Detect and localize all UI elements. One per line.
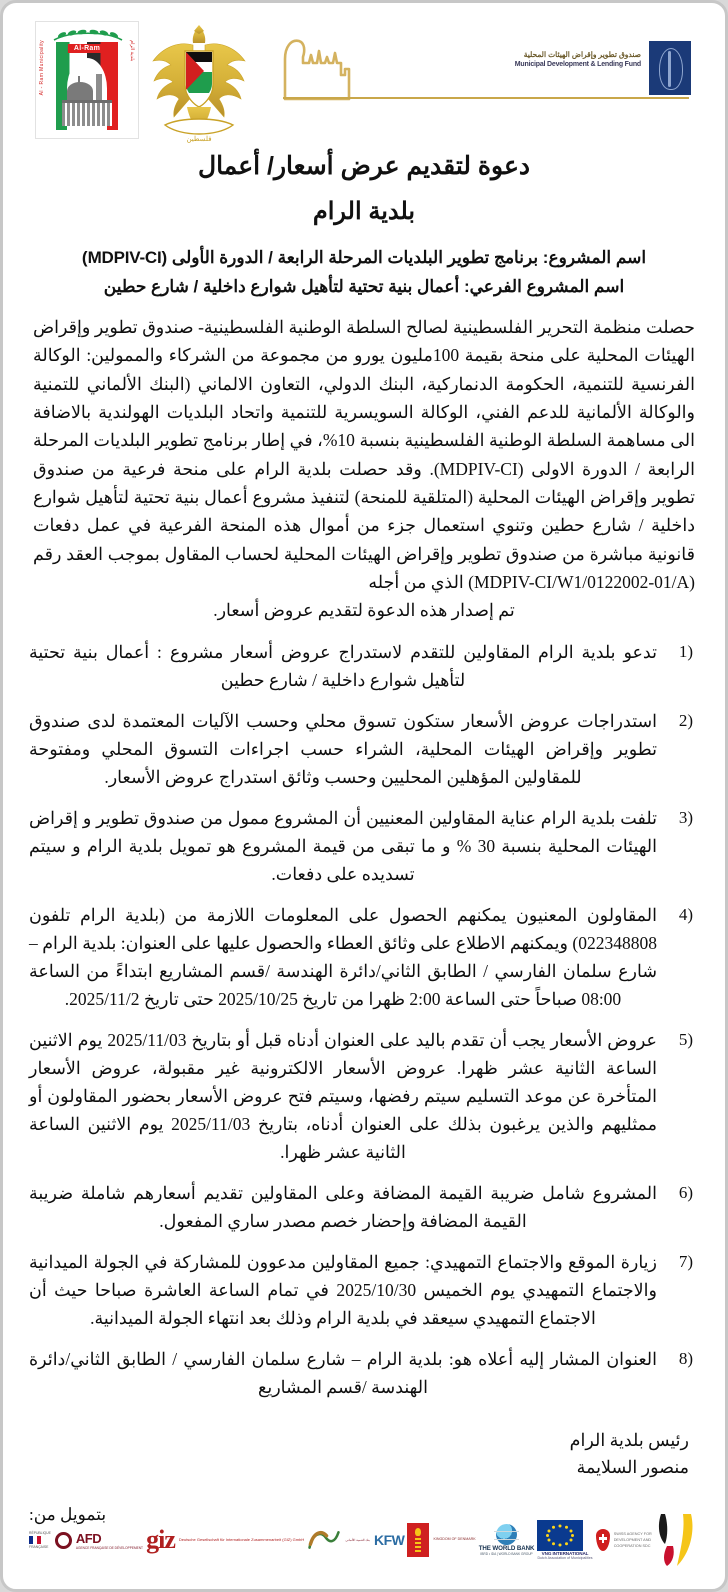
afd-subtitle: AGENCE FRANÇAISE DE DÉVELOPPEMENT <box>75 1545 143 1550</box>
list-item <box>29 901 699 1013</box>
giz-subtitle: Deutsche Gesellschaft für Internationale Zusammenarbeit (GIZ) GmbH <box>178 1537 305 1543</box>
list-item-text: العنوان المشار إليه أعلاه هو: بلدية الرام – شارع سلمان الفارسي / الطابق الثاني/دائرة الهندسة /قسم المشاريع <box>29 1348 657 1397</box>
giz-wordmark: giz <box>146 1524 175 1554</box>
world-bank-wordmark: THE WORLD BANK <box>478 1545 535 1552</box>
kfw-subtitle: بنك التنمية الألماني <box>345 1538 370 1542</box>
olive-branch-icon <box>50 27 126 43</box>
list-item <box>29 1179 699 1235</box>
kfw-swoosh-icon <box>307 1527 341 1553</box>
city-wall-shape <box>62 100 112 126</box>
alram-logo-side-text-en: Al - Ram Municipality <box>39 40 45 96</box>
swiss-line1: SWISS AGENCY FOR <box>613 1531 652 1536</box>
vng-wordmark: VNG INTERNATIONAL <box>541 1551 589 1556</box>
france-flag-icon <box>29 1536 41 1544</box>
skyline-icon <box>279 29 399 101</box>
denmark-wordmark: KINGDOM OF DENMARK <box>433 1537 476 1542</box>
mdlf-rule <box>283 97 689 99</box>
eu-stars-icon <box>537 1520 583 1551</box>
list-item-text: استدراجات عروض الأسعار ستكون تسوق محلي وحسب الآليات المعتمدة لدى صندوق تطوير وإقراض الهيئات المحلية، الشراء حسب اجراءات التسوق المحلي ومفتوحة للمقاولين المؤهلين المحليين وحسب وثائق استدراج عروض الأسعار. <box>29 710 657 787</box>
list-item-text: زيارة الموقع والاجتماع التمهيدي: جميع المقاولين مدعوون للمشاركة في الجولة الميدانية والاجتماع التمهيدي يوم الخميس 2025/10/30 في تمام الساعة العاشرة صباحا حيث أن الاجتماع التمهيدي سيعقد في بلدية الرام وذلك بعد انتهاء الجولة الميدانية. <box>29 1251 657 1328</box>
emblem-caption: فلسطين <box>186 136 212 143</box>
signature-block <box>29 1427 689 1481</box>
signatory-role: رئيس بلدية الرام <box>569 1429 689 1450</box>
dome-of-the-rock-icon <box>67 82 93 100</box>
belgium-cooperation-logo <box>655 1512 699 1568</box>
afd-logo <box>29 1531 143 1550</box>
kfw-wordmark: KFW <box>373 1532 405 1548</box>
list-item-text: عروض الأسعار يجب أن تقدم باليد على العنوان أدناه قبل أو بتاريخ 2025/11/03 يوم الاثنين الساعة الثانية عشر ظهرا. عروض الأسعار الالكترونية غير مقبولة، عروض الأسعار المتأخرة عن موعد التسليم سيتم رفضها، وسيتم فتح عروض الأسعار بحضور المقاولون أو ممثليهم والذين يرغبون بذلك على العنوان أدناه، بتاريخ 2025/11/03 يوم الاثنين الساعة الثانية عشر ظهرا. <box>29 1029 657 1162</box>
mdlf-wordmark <box>515 49 641 71</box>
vng-international-logo <box>537 1520 592 1560</box>
afd-line2: FRANÇAISE <box>29 1545 49 1549</box>
mdlf-logo <box>253 21 691 131</box>
list-item-text: المقاولون المعنيون يمكنهم الحصول على المعلومات اللازمة من (بلدية الرام تلفون 022348808) ويمكنهم الاطلاع على وثائق العطاء والحصول عليها على العنوان: بلدية الرام – شارع سلمان الفارسي / الطابق الثاني/دائرة الهندسة /قسم المشاريع ابتداءً من الساعة 08:00 صباحاً حتى الساعة 2:00 ظهرا من تاريخ 2025/10/25 حتى تاريخ 2025/11/2. <box>29 904 657 1009</box>
alram-logo-badge: Al-Ram <box>68 44 106 53</box>
afd-circle-icon <box>55 1532 72 1549</box>
world-bank-logo <box>479 1524 535 1556</box>
project-name: اسم المشروع: برنامج تطوير البلديات المرحلة الرابعة / الدورة الأولى (MDPIV-CI) <box>81 248 647 267</box>
intro-closing-line: تم إصدار هذه الدعوة لتقديم عروض أسعار. <box>213 600 515 621</box>
swiss-wordmark <box>614 1531 652 1550</box>
list-item <box>29 1026 699 1166</box>
list-item <box>29 707 699 791</box>
list-item <box>29 1345 699 1401</box>
globe-icon <box>496 1524 517 1545</box>
swiss-line2: DEVELOPMENT AND <box>613 1537 652 1542</box>
giz-logo <box>146 1524 305 1554</box>
list-item-text: تدعو بلدية الرام المقاولين للتقدم لاستدراج عروض أسعار مشروع : أعمال بنية تحتية لتأهيل شوارع داخلية / شارع حطين <box>29 641 657 690</box>
eu-flag-icon <box>537 1520 583 1551</box>
alram-municipality-logo <box>35 21 139 139</box>
list-item-text: المشروع شامل ضريبة القيمة المضافة وعلى المقاولين تقديم أسعارهم شاملة ضريبة القيمة المضافة وإحضار خصم مصدر ساري المفعول. <box>29 1182 657 1231</box>
swiss-cooperation-logo <box>596 1529 652 1551</box>
signatory-name: منصور السلايمة <box>576 1456 689 1477</box>
funded-by-text: بتمويل من: <box>29 1505 107 1525</box>
mdlf-name-arabic: صندوق تطوير وإقراض الهيئات المحلية <box>523 50 641 59</box>
afd-wordmark: AFD <box>75 1530 102 1546</box>
swiss-line3: COOPERATION SDC <box>613 1544 651 1549</box>
mdlf-name-english: Municipal Development & Lending Fund <box>514 61 641 69</box>
alram-logo-side-text-ar: بلدية الرام <box>129 40 135 62</box>
intro-body: حصلت منظمة التحرير الفلسطينية لصالح السلطة الوطنية الفلسطينية- صندوق تطوير وإقراض الهيئات المحلية على منحة بقيمة 100مليون يورو من مجموعة من الشركاء والممولين: الوكالة الفرنسية للتنمية، الحكومة الدنماركية، البنك الدولي، التعاون الالماني (البنك الألماني للتمنية والوكالة الألمانية للدعم الفني، الوكالة السويسرية للتنمية واتحاد البلديات الهولندية بالاضافة الى مساهمة السلطة الوطنية الفلسطينية بنسبة 10%، في إطار برنامج تطوير البلديات المرحلة الرابعة / الدورة الاولى (MDPIV-CI). وقد حصلت بلدية الرام على منحة فرعية من صندوق تطوير وإقراض الهيئات المحلية (المتلقية للمنحة) لتنفيذ مشروع أعمال بنية تحتية لتأهيل شوارع داخلية / شارع حطين وتنوي استعمال جزء من أموال هذه المنحة الفرعية في عمل دفعات قانونية مباشرة من صندوق تطوير وإقراض الهيئات المحلية لحساب المقاول بموجب العقد رقم (MDPIV-CI/W1/0122002-01/A) الذي من أجله <box>33 317 695 593</box>
list-item <box>29 638 699 694</box>
afd-line1: RÉPUBLIQUE <box>29 1530 51 1535</box>
intro-paragraph <box>33 313 695 625</box>
list-item <box>29 1248 699 1332</box>
palestine-state-emblem <box>145 21 253 145</box>
municipality-name: بلدية الرام <box>312 198 416 225</box>
vng-subtitle: Dutch Association of Municipalities <box>537 1556 593 1560</box>
kfw-logo <box>307 1527 404 1553</box>
list-item-text: تلفت بلدية الرام عناية المقاولين المعنيين أن المشروع ممول من صندوق تطوير و إقراض الهيئات المحلية بنسبة 30 % و ما تبقى من قيمة المشروع هو تمويل بلدية الرام و سيتم تسديده على دفعات. <box>29 807 657 884</box>
belgium-flag-swoosh-icon <box>655 1512 699 1568</box>
list-item <box>29 804 699 888</box>
denmark-emblem-icon <box>407 1523 429 1557</box>
mdlf-emblem <box>649 41 691 95</box>
swiss-cross-icon <box>596 1529 610 1551</box>
sub-project-name: اسم المشروع الفرعي: أعمال بنية تحتية لتأهيل شوارع داخلية / شارع حطين <box>103 277 625 296</box>
world-bank-subtitle: IBRD • IDA | WORLD BANK GROUP <box>480 1552 533 1556</box>
donor-logos-strip <box>3 1507 725 1573</box>
denmark-logo <box>407 1523 475 1557</box>
header-logos <box>29 17 699 145</box>
page-title: دعوة لتقديم عرض أسعار/ أعمال <box>198 152 530 180</box>
eagle-of-saladin-icon <box>145 21 253 145</box>
alram-flag-panel <box>56 42 118 130</box>
tender-conditions-list <box>29 638 699 1401</box>
french-republic-mark <box>29 1531 51 1550</box>
